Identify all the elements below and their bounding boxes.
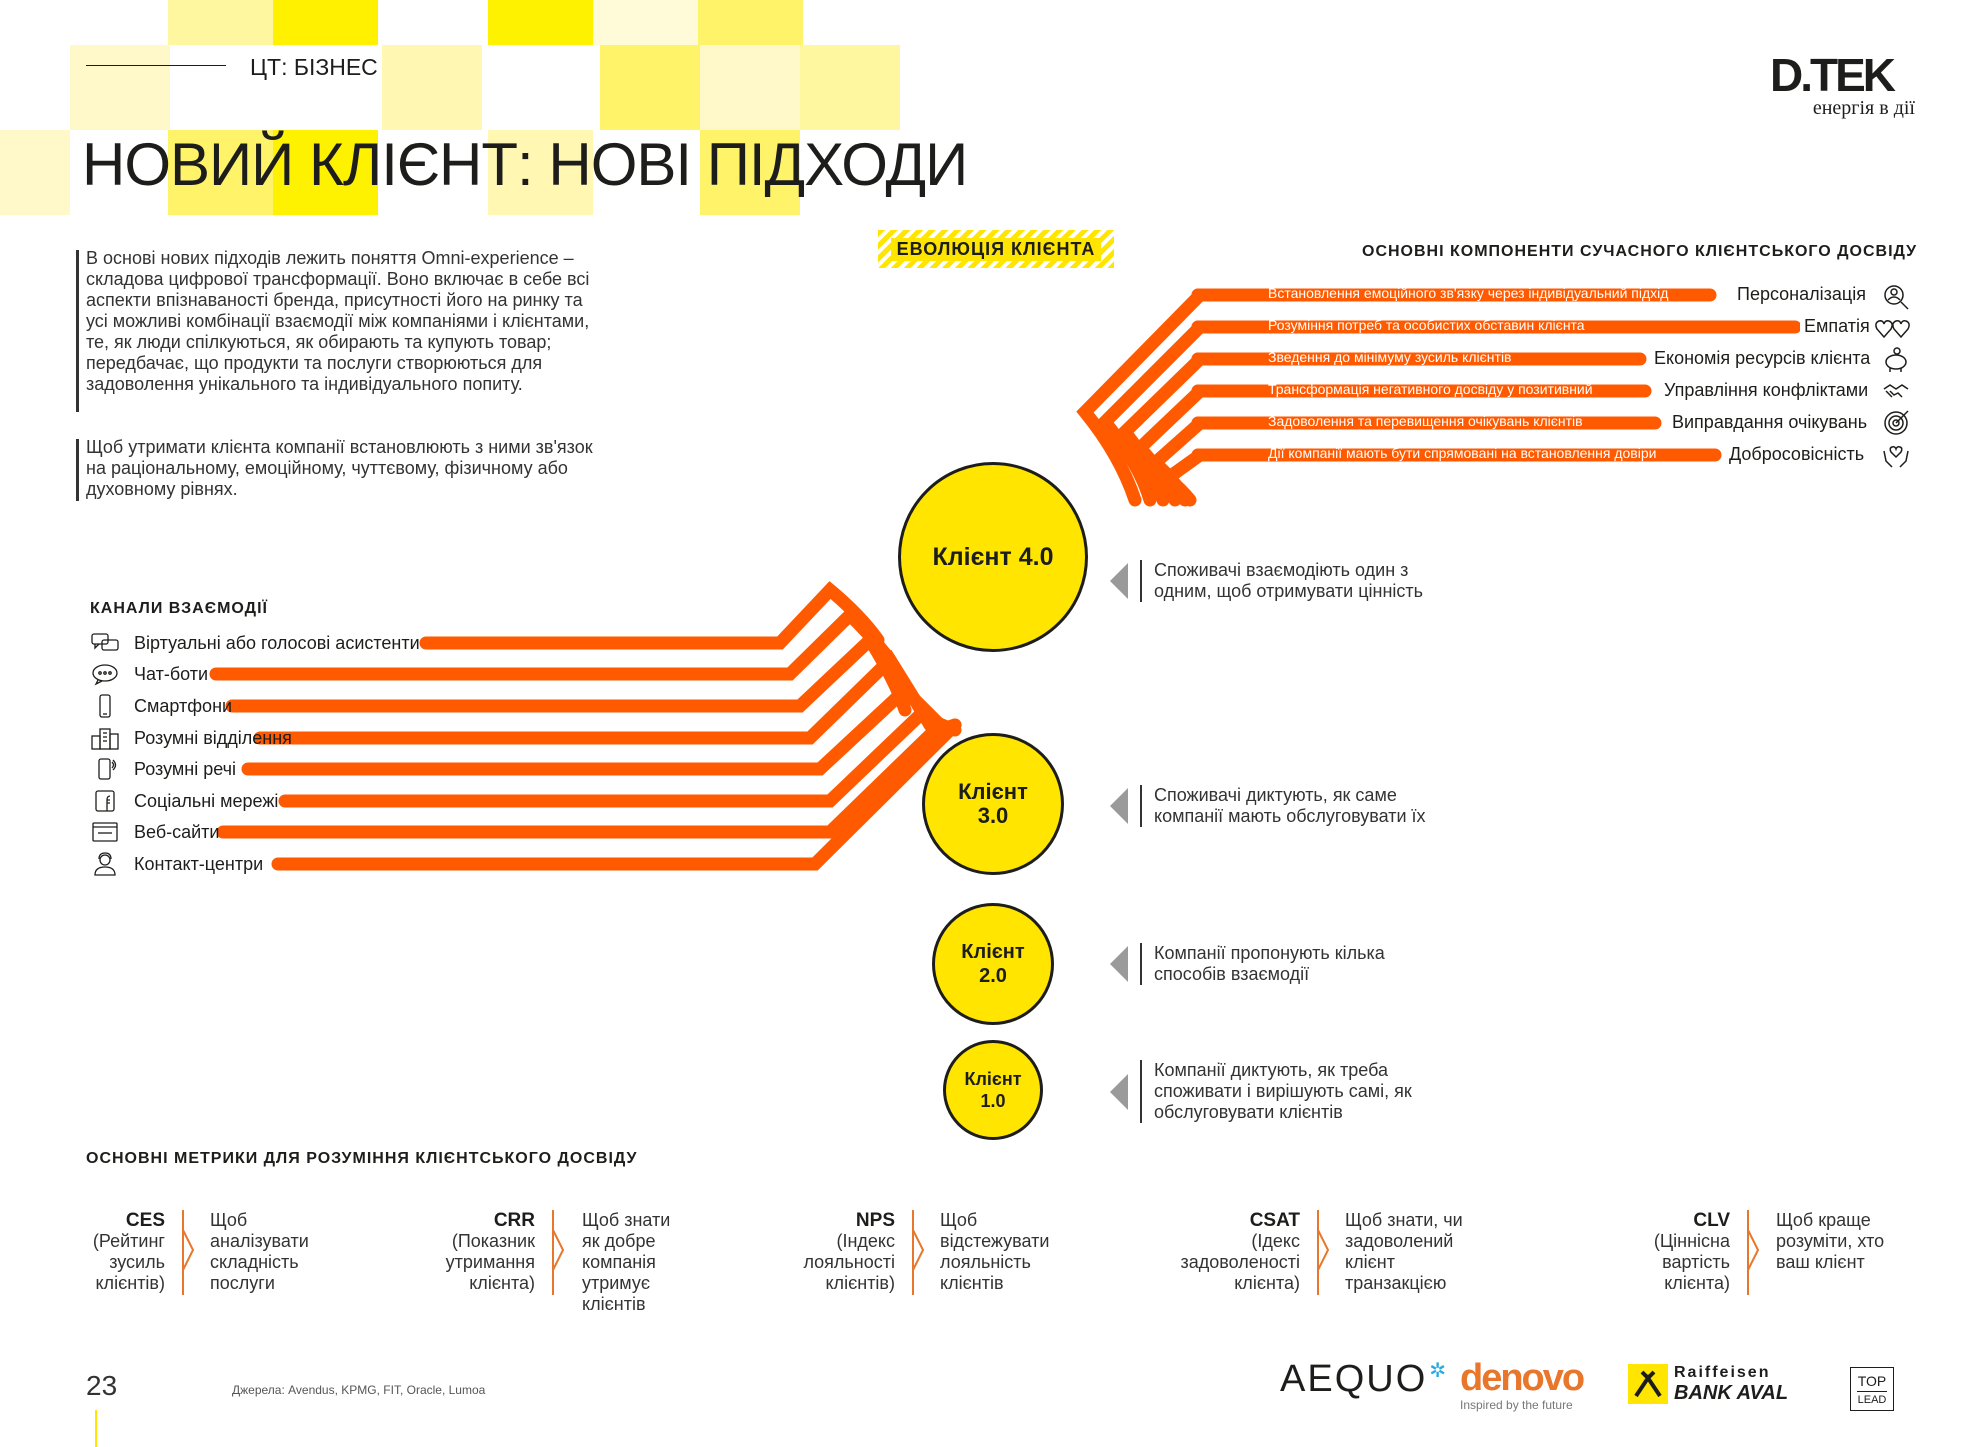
denovo-logo: denovo Inspired by the future (1460, 1357, 1584, 1412)
metric-desc: Щоб знати як добре компанія утримує клієнтів (582, 1210, 671, 1314)
metric-full: (Ціннісна вартість клієнта) (1653, 1231, 1730, 1293)
metric-full: (Рейтинг зусиль клієнтів) (92, 1231, 165, 1293)
metric-abbr: CRR (493, 1210, 535, 1231)
channel-label: Чат-боти (134, 663, 209, 684)
channel-label: Розумні відділення (134, 727, 292, 748)
channel-label: Соціальні мережі (134, 790, 279, 811)
channel-label: Контакт-центри (134, 853, 264, 874)
chevron-right-icon (1318, 1230, 1330, 1270)
sources: Джерела: Avendus, KPMG, FIT, Oracle, Lumoa (232, 1383, 486, 1397)
page-title: НОВИЙ КЛІЄНТ: НОВІ ПІДХОДИ (82, 131, 968, 198)
client-3-circle: Клієнт 3.0 (922, 733, 1064, 875)
operator-icon (90, 852, 120, 876)
client-2-desc: Компанії пропонують кілька способів взаємодії (1140, 943, 1424, 985)
component-desc: Дії компанії мають бути спрямовані на встановлення довіри (1268, 445, 1657, 461)
metric-abbr: NPS (855, 1210, 895, 1231)
component-name: Управління конфліктами (1660, 380, 1872, 401)
metric-abbr: CLV (1693, 1210, 1730, 1231)
component-name: Економія ресурсів клієнта (1650, 348, 1874, 369)
target-icon (1882, 409, 1910, 437)
chevron-right-icon (553, 1230, 565, 1270)
metric-name (790, 1210, 895, 1294)
chevron-right-icon (913, 1230, 925, 1270)
intro-paragraph-2: Щоб утримати клієнта компанії встановлюють з ними зв'язок на раціональному, емоційному, чуттєвому, фізичному або духовному рівнях. (86, 437, 606, 500)
metric-full: (Показник утримання клієнта) (445, 1231, 535, 1293)
snowflake-icon: ✲ (1429, 1360, 1447, 1382)
pointer-icon (1110, 946, 1128, 982)
person-search-icon (1882, 283, 1910, 311)
components-title: ОСНОВНІ КОМПОНЕНТИ СУЧАСНОГО КЛІЄНТСЬКОГО ДОСВІДУ (1362, 243, 1918, 260)
section-label: ЦТ: БІЗНЕС (250, 54, 378, 80)
handshake-icon (1882, 377, 1910, 405)
client-1-desc: Компанії диктують, як треба споживати і вирішують самі, як обслуговувати клієнтів (1140, 1060, 1424, 1123)
chat-dots-icon (90, 662, 120, 686)
component-name: Добросовісність (1725, 444, 1868, 465)
metric-desc: Щоб знати, чи задоволений клієнт транзакцією (1345, 1210, 1463, 1293)
metric-name (80, 1210, 165, 1294)
client-2-circle: Клієнт 2.0 (932, 903, 1054, 1025)
channel-row (90, 820, 219, 844)
piggy-bank-icon (1882, 345, 1910, 373)
channel-row (90, 852, 263, 876)
intro-paragraph-1: В основі нових підходів лежить поняття Omni-experience – складова цифрової трансформації. Воно включає в себе всі аспекти впізнаваності бренда, присутності його на ринку та усі можливі комбінації взаємодії між компаніями і клієнтами, те, як люди спілкуються, як обирають та купують товар; передбачає, що продукти та послуги створюються для задоволення унікального та індивідуального попиту. (86, 248, 606, 395)
website-icon (90, 820, 120, 844)
heart-hands-icon (1882, 441, 1910, 469)
component-name: Емпатія (1800, 316, 1874, 337)
channel-row (90, 757, 236, 781)
client-3-desc: Споживачі диктують, як саме компанії мають обслуговувати їх (1140, 785, 1454, 827)
building-icon (90, 726, 120, 750)
chevron-right-icon (183, 1230, 195, 1270)
pointer-icon (1110, 1074, 1128, 1110)
client-1-circle: Клієнт 1.0 (943, 1040, 1043, 1140)
pointer-icon (1110, 788, 1128, 824)
metrics-title: ОСНОВНІ МЕТРИКИ ДЛЯ РОЗУМІННЯ КЛІЄНТСЬКОГО ДОСВІДУ (86, 1150, 638, 1167)
metric-abbr: CSAT (1249, 1210, 1300, 1231)
toplead-logo: TOP LEAD (1850, 1367, 1894, 1411)
client-4-circle: Клієнт 4.0 (898, 462, 1088, 652)
component-desc: Трансформація негативного досвіду у позитивний (1268, 381, 1593, 397)
hearts-icon (1874, 315, 1912, 343)
channel-row (90, 662, 208, 686)
client-4-desc: Споживачі взаємодіють один з одним, щоб отримувати цінність (1140, 560, 1444, 602)
component-name: Персоналізація (1733, 284, 1870, 305)
metric-desc: Щоб краще розуміти, хто ваш клієнт (1776, 1210, 1885, 1272)
channel-row (90, 631, 420, 655)
facebook-icon (90, 789, 120, 813)
metric-desc: Щоб аналізувати складність послуги (210, 1210, 309, 1293)
chevron-right-icon (1748, 1230, 1760, 1270)
channels-title: КАНАЛИ ВЗАЄМОДІЇ (90, 600, 268, 617)
logo-tagline: енергія в дії (1812, 97, 1915, 119)
metric-desc: Щоб відстежувати лояльність клієнтів (940, 1210, 1050, 1293)
channel-row (90, 789, 278, 813)
chat-bubbles-icon (90, 631, 120, 655)
smart-device-icon (90, 757, 120, 781)
aequo-logo: AEQUO ✲ (1280, 1358, 1447, 1400)
component-desc: Встановлення емоційного зв'язку через індивідуальний підхід (1268, 285, 1669, 301)
smartphone-icon (90, 694, 120, 718)
channel-label: Розумні речі (134, 758, 236, 779)
channel-label: Віртуальні або голосові асистенти (134, 632, 420, 653)
evolution-badge: ЕВОЛЮЦІЯ КЛІЄНТА (878, 230, 1114, 268)
raiffeisen-logo: Raiffeisen BANK AVAL (1628, 1364, 1788, 1404)
component-name: Виправдання очікувань (1668, 412, 1871, 433)
metric-name (430, 1210, 535, 1294)
channel-row (90, 694, 232, 718)
page-number: 23 (86, 1370, 118, 1401)
component-desc: Розуміння потреб та особистих обставин клієнта (1268, 317, 1585, 333)
metric-name (1160, 1210, 1300, 1294)
channel-row (90, 726, 292, 750)
component-desc: Задоволення та перевищення очікувань клієнтів (1268, 413, 1583, 429)
channel-label: Веб-сайти (134, 821, 220, 842)
metric-abbr: CES (125, 1210, 165, 1231)
pointer-icon (1110, 563, 1128, 599)
component-desc: Зведення до мінімуму зусиль клієнтів (1268, 349, 1512, 365)
logo-brand: D.TEK (1770, 49, 1893, 101)
metric-name (1620, 1210, 1730, 1294)
channel-label: Смартфони (134, 695, 233, 716)
raiffeisen-emblem-icon (1628, 1364, 1668, 1404)
metric-full: (Індекс лояльності клієнтів) (803, 1231, 895, 1293)
metric-full: (Ідекс задоволеності клієнта) (1180, 1231, 1300, 1293)
